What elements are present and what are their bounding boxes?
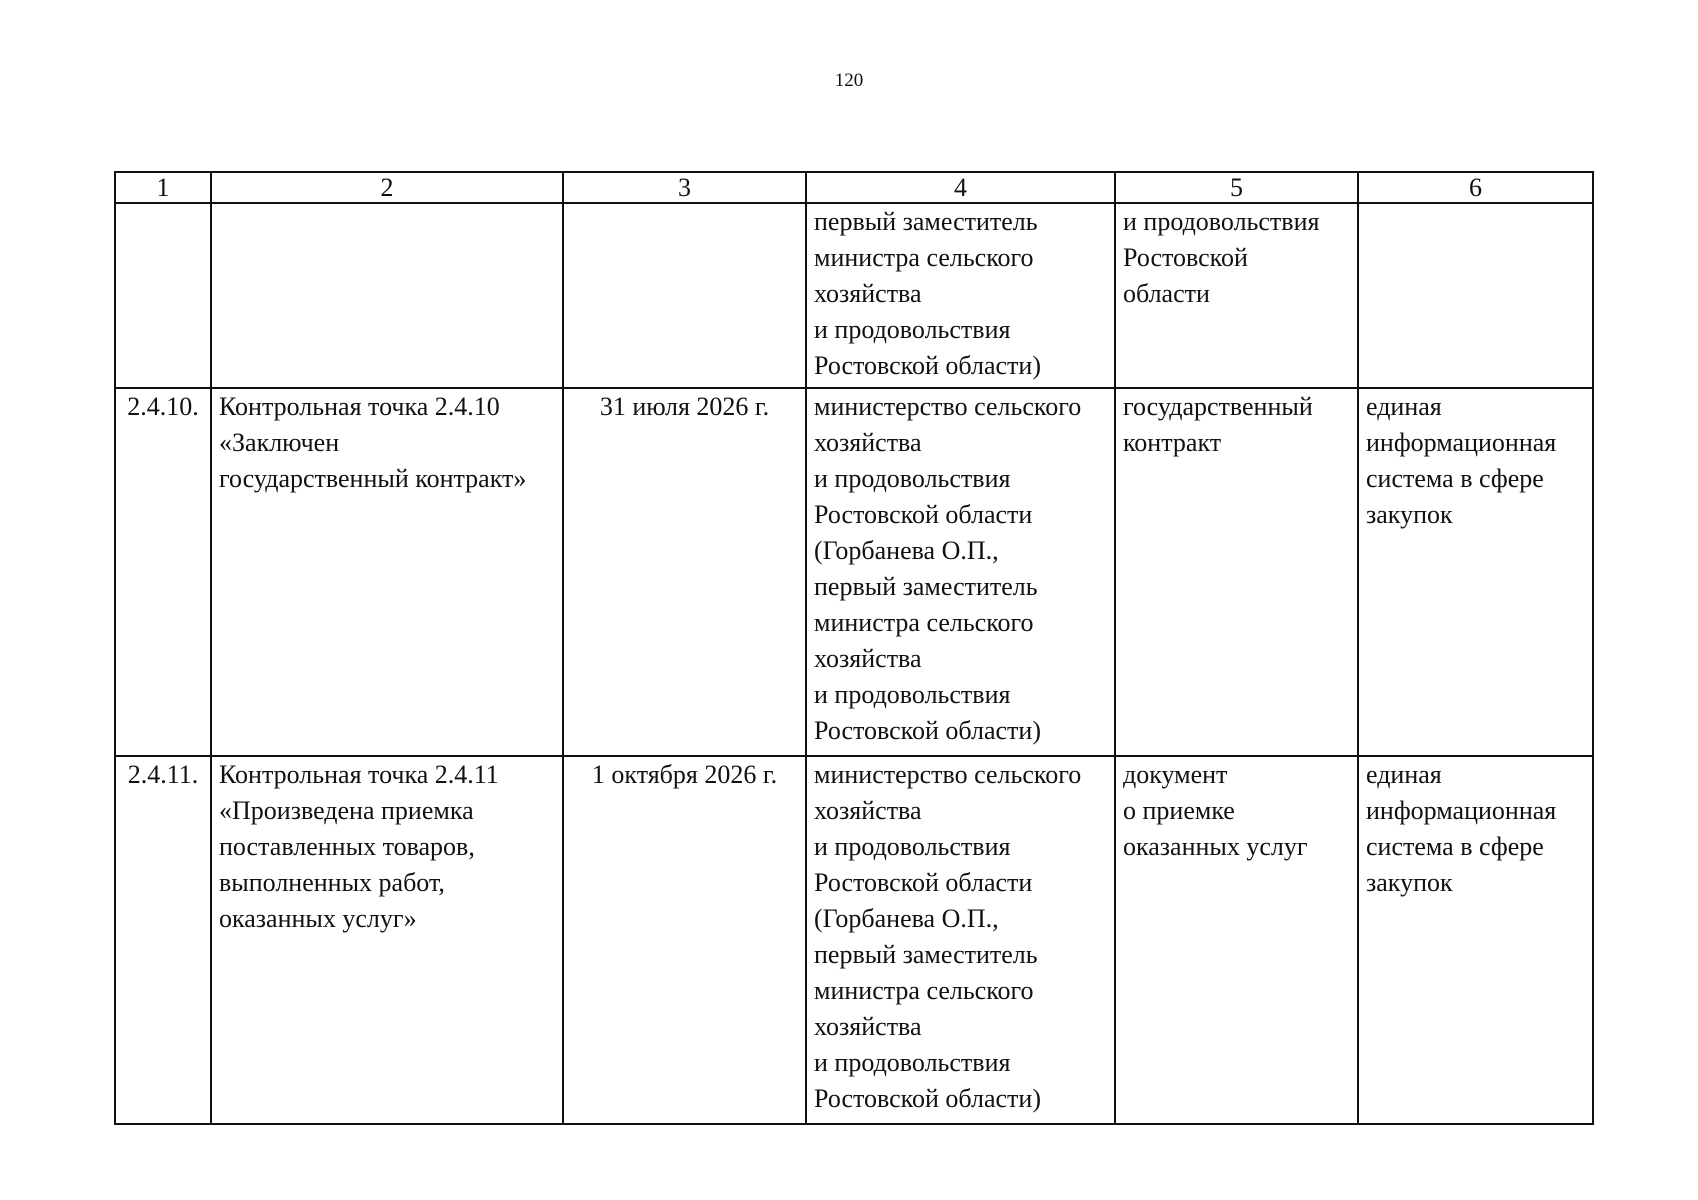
table-cell xyxy=(563,203,806,388)
cell-line: министра сельского xyxy=(814,243,1034,272)
cell-line: информационная xyxy=(1366,796,1557,825)
cell-line: система в сфере xyxy=(1366,464,1544,493)
header-cell: 1 xyxy=(115,172,211,203)
row-number: 2.4.10. xyxy=(115,388,211,756)
header-cell: 5 xyxy=(1115,172,1358,203)
cell-line: система в сфере xyxy=(1366,832,1544,861)
table-cell xyxy=(1115,203,1358,388)
checkpoint-name xyxy=(211,756,563,1124)
cell-line: оказанных услуг xyxy=(1123,832,1308,861)
cell-line: Ростовской области xyxy=(814,868,1033,897)
cell-line: Контрольная точка 2.4.11 xyxy=(219,760,499,789)
cell-line: и продовольствия xyxy=(814,464,1011,493)
header-cell: 6 xyxy=(1358,172,1593,203)
cell-line: Ростовской xyxy=(1123,243,1248,272)
cell-line: государственный xyxy=(1123,392,1313,421)
table-cell xyxy=(1358,203,1593,388)
cell-line: (Горбанева О.П., xyxy=(814,536,999,565)
cell-line: «Произведена приемка xyxy=(219,796,474,825)
checkpoint-date: 31 июля 2026 г. xyxy=(563,388,806,756)
cell-line: и продовольствия xyxy=(814,680,1011,709)
cell-line: и продовольствия xyxy=(814,832,1011,861)
cell-line: и продовольствия xyxy=(814,315,1011,344)
table-row xyxy=(115,756,1593,1124)
cell-line: первый заместитель xyxy=(814,940,1038,969)
table-cell xyxy=(806,203,1115,388)
checkpoint-name xyxy=(211,388,563,756)
checkpoint-date: 1 октября 2026 г. xyxy=(563,756,806,1124)
table-cell xyxy=(115,203,211,388)
header-cell: 4 xyxy=(806,172,1115,203)
cell-line: «Заключен xyxy=(219,428,340,457)
cell-line: поставленных товаров, xyxy=(219,832,475,861)
cell-line: Ростовской области) xyxy=(814,1084,1041,1113)
cell-line: хозяйства xyxy=(814,279,922,308)
document-cell xyxy=(1115,388,1358,756)
document-cell xyxy=(1115,756,1358,1124)
checkpoints-table xyxy=(114,171,1594,1125)
cell-line: контракт xyxy=(1123,428,1222,457)
table-cell xyxy=(211,203,563,388)
cell-line: хозяйства xyxy=(814,428,922,457)
table-row xyxy=(115,388,1593,756)
cell-line: хозяйства xyxy=(814,796,922,825)
continuation-row xyxy=(115,203,1593,388)
cell-line: хозяйства xyxy=(814,644,922,673)
system-cell xyxy=(1358,756,1593,1124)
cell-line: единая xyxy=(1366,760,1442,789)
cell-line: хозяйства xyxy=(814,1012,922,1041)
cell-line: Ростовской области xyxy=(814,500,1033,529)
cell-line: закупок xyxy=(1366,868,1453,897)
header-row xyxy=(115,172,1593,203)
system-cell xyxy=(1358,388,1593,756)
cell-line: Контрольная точка 2.4.10 xyxy=(219,392,500,421)
cell-line: единая xyxy=(1366,392,1442,421)
cell-line: области xyxy=(1123,279,1210,308)
cell-line: и продовольствия xyxy=(1123,207,1320,236)
cell-line: выполненных работ, xyxy=(219,868,445,897)
cell-line: закупок xyxy=(1366,500,1453,529)
cell-line: министра сельского xyxy=(814,976,1034,1005)
cell-line: министерство сельского xyxy=(814,760,1082,789)
cell-line: Ростовской области) xyxy=(814,351,1041,380)
row-number: 2.4.11. xyxy=(115,756,211,1124)
cell-line: и продовольствия xyxy=(814,1048,1011,1077)
responsible-cell xyxy=(806,388,1115,756)
header-cell: 3 xyxy=(563,172,806,203)
responsible-cell xyxy=(806,756,1115,1124)
cell-line: государственный контракт» xyxy=(219,464,527,493)
cell-line: документ xyxy=(1123,760,1228,789)
header-cell: 2 xyxy=(211,172,563,203)
cell-line: Ростовской области) xyxy=(814,716,1041,745)
page-number: 120 xyxy=(834,70,864,91)
cell-line: о приемке xyxy=(1123,796,1235,825)
cell-line: министерство сельского xyxy=(814,392,1082,421)
cell-line: первый заместитель xyxy=(814,207,1038,236)
cell-line: оказанных услуг» xyxy=(219,904,417,933)
cell-line: (Горбанева О.П., xyxy=(814,904,999,933)
cell-line: информационная xyxy=(1366,428,1557,457)
cell-line: министра сельского xyxy=(814,608,1034,637)
cell-line: первый заместитель xyxy=(814,572,1038,601)
